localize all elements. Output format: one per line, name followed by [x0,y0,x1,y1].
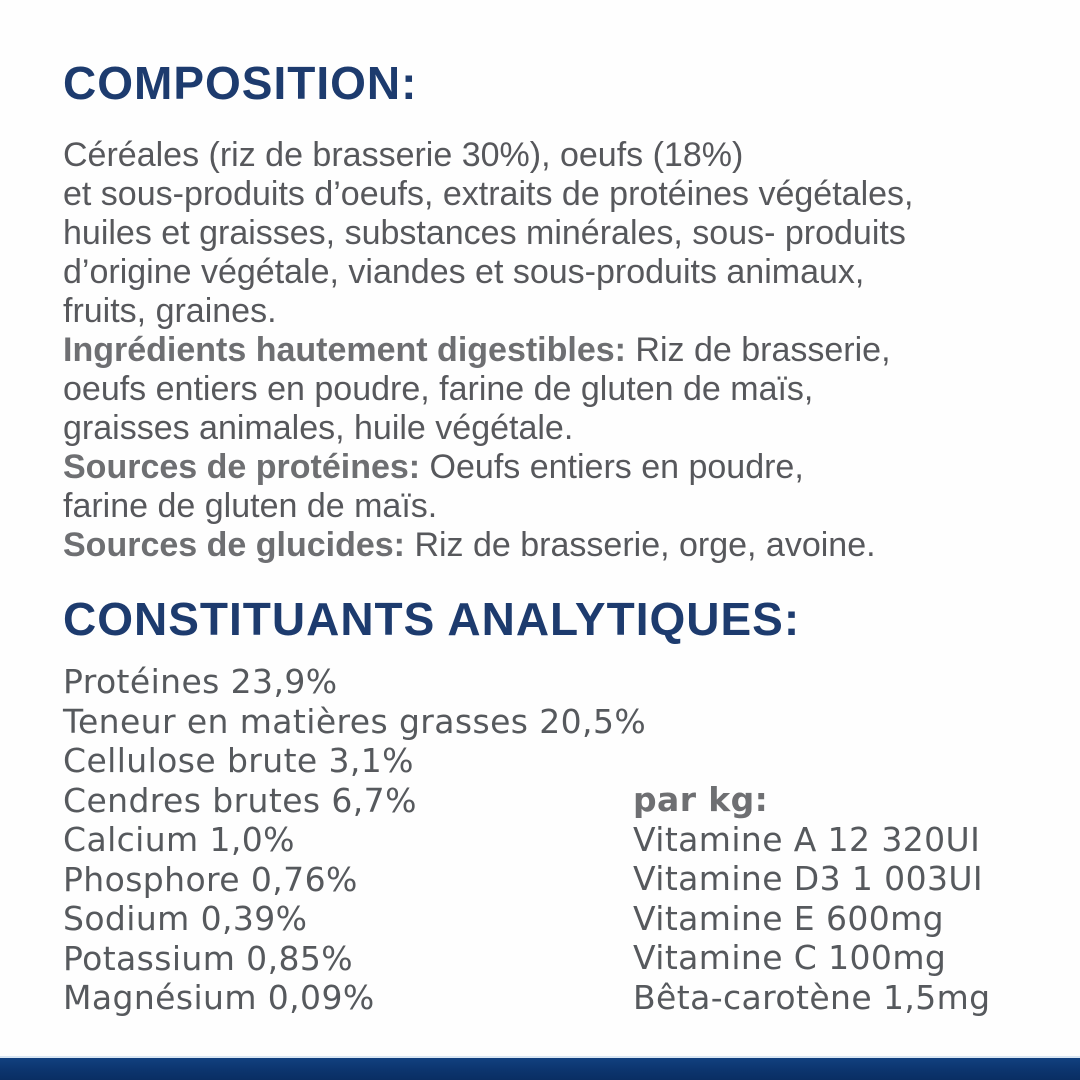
analytics-row: Phosphore 0,76% [63,859,358,899]
composition-line-text: graisses animales, huile végétale. [63,409,574,447]
composition-text [63,136,913,565]
analytics-title: CONSTITUANTS ANALYTIQUES: [63,593,801,645]
composition-line [63,214,913,253]
composition-line-text: Riz de brasserie, [625,331,891,369]
composition-line-text: d’origine végétale, viandes et sous-produits animaux, [63,253,865,291]
analytics-row: Cendres brutes 6,7% [63,780,417,820]
analytics-left-column [63,662,646,1018]
analytics-right-column [633,780,991,1017]
analytics-row: Potassium 0,85% [63,938,354,978]
per-kg-label: par kg: [633,780,769,819]
composition-line-text: oeufs entiers en poudre, farine de gluten de maïs, [63,370,814,408]
analytics-row: Vitamine D3 1 003UI [633,859,984,898]
composition-line [63,526,913,565]
composition-line-text: Riz de brasserie, orge, avoine. [405,526,876,564]
ingredient-label: Sources de protéines: [63,448,421,486]
composition-line-text: fruits, graines. [63,292,277,330]
analytics-row: Protéines 23,9% [63,662,338,701]
analytics-row: Vitamine C 100mg [633,938,947,977]
analytics-row: Sodium 0,39% [63,899,308,938]
analytics-row: Bêta-carotène 1,5mg [633,977,991,1017]
composition-line [63,175,913,214]
composition-line [63,253,913,292]
analytics-row: Vitamine A 12 320UI [633,819,981,859]
composition-line [63,136,913,175]
composition-line [63,292,913,331]
ingredient-label: Sources de glucides: [63,526,405,564]
composition-line [63,487,913,526]
composition-line-text: et sous-produits d’oeufs, extraits de protéines végétales, [63,175,914,213]
analytics-row: Teneur en matières grasses 20,5% [63,701,647,741]
composition-line [63,409,913,448]
analytics-row: Cellulose brute 3,1% [63,741,414,780]
ingredient-label: Ingrédients hautement digestibles: [63,331,626,369]
composition-line-text: huiles et graisses, substances minérales, sous- produits [63,214,906,252]
composition-line [63,370,913,409]
composition-line-text: Céréales (riz de brasserie 30%), oeufs (18%) [63,136,744,174]
analytics-row: Vitamine E 600mg [633,898,945,938]
composition-line-text: farine de gluten de maïs. [63,487,438,525]
analytics-row: Calcium 1,0% [63,820,295,859]
composition-line-text: Oeufs entiers en poudre, [420,448,804,486]
composition-title: COMPOSITION: [63,57,418,109]
bottom-bar [0,1056,1080,1080]
analytics-row: Magnésium 0,09% [63,978,375,1017]
composition-line [63,331,913,370]
composition-line [63,448,913,487]
